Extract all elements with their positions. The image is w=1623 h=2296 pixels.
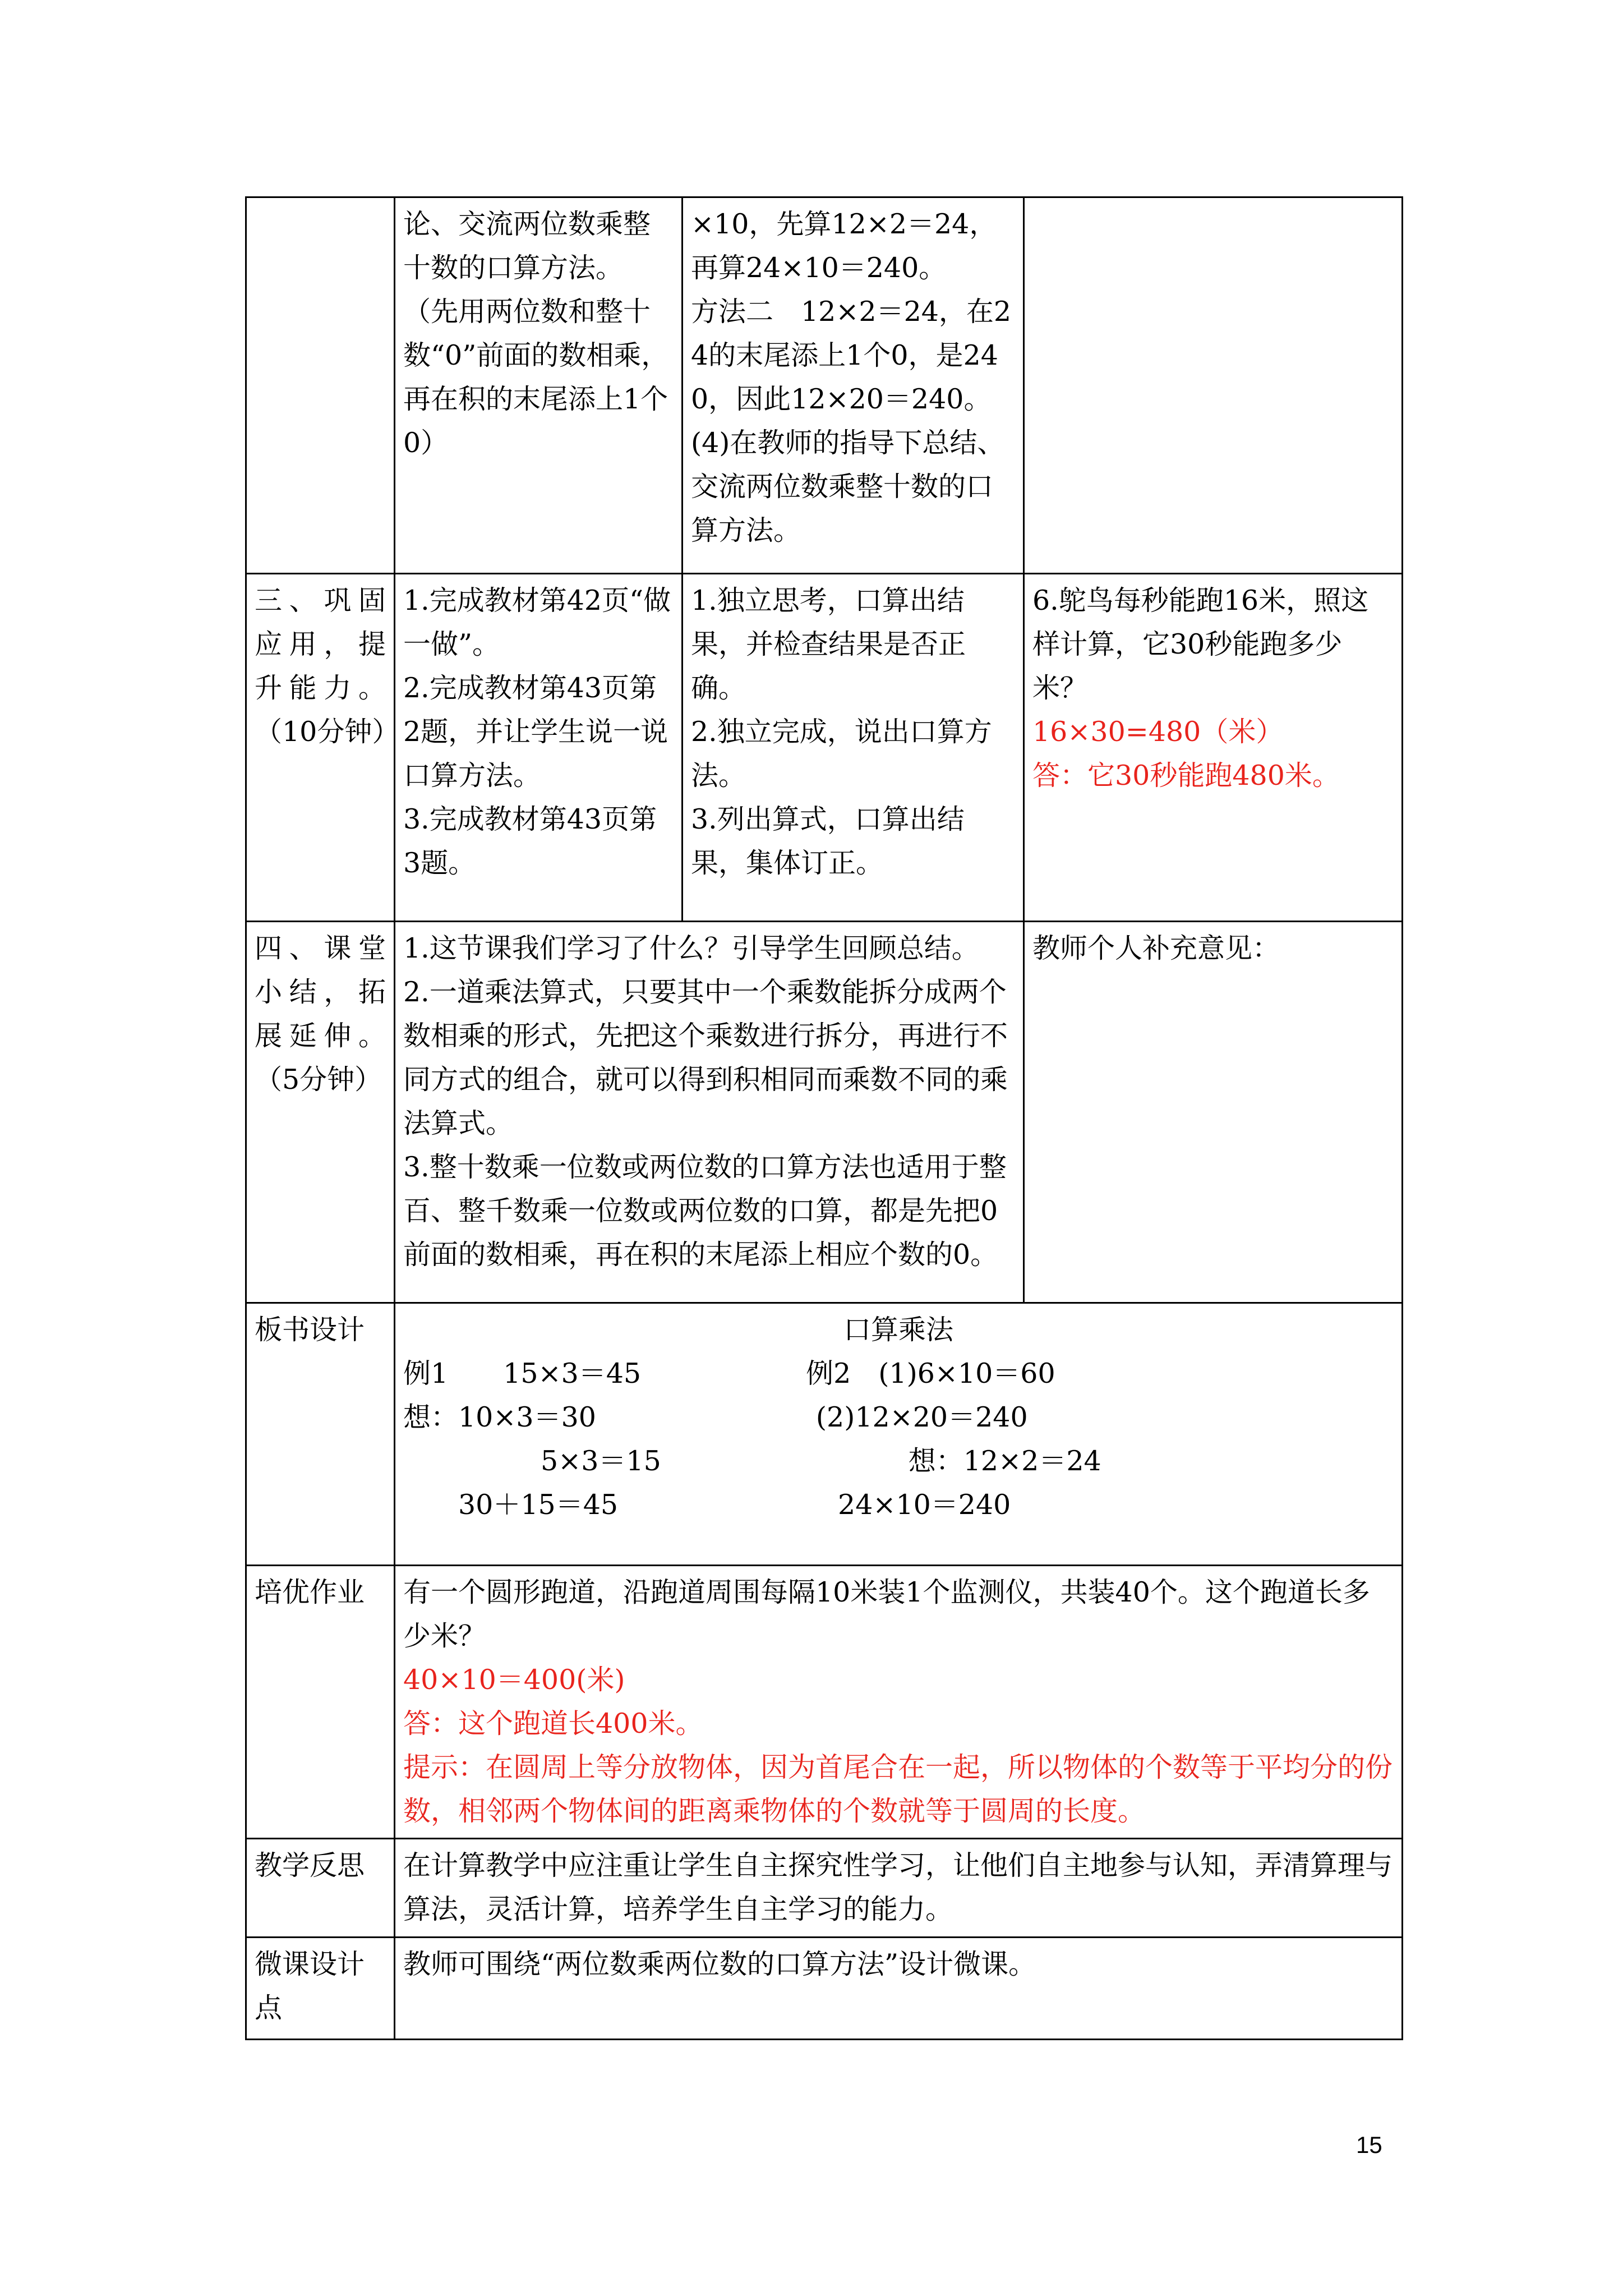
homework-cell — [395, 1566, 1403, 1839]
row-label: 教学反思 — [255, 1849, 365, 1881]
extra-answer: 答：它30秒能跑480米。 — [1032, 760, 1340, 792]
section-label-cell — [246, 197, 395, 574]
teacher-activity-cell — [395, 197, 683, 574]
teacher-activity-cell — [395, 574, 683, 922]
board-line: 5×3＝15 想：12×2＝24 — [403, 1445, 1101, 1477]
extra-answer: 16×30=480（米） — [1032, 716, 1284, 748]
section-title-cell — [246, 922, 395, 1303]
lesson-plan-table — [245, 196, 1403, 2040]
text-line: 1.完成教材第42页“做一做”。 — [403, 585, 671, 660]
note-cell — [1024, 197, 1403, 574]
text-line: 3.列出算式，口算出结果，集体订正。 — [691, 803, 965, 879]
extra-exercise-cell — [1024, 574, 1403, 922]
table-row — [246, 1303, 1403, 1566]
text-line: 3.完成教材第43页第3题。 — [403, 803, 657, 879]
homework-hint: 提示：在圆周上等分放物体，因为首尾合在一起，所以物体的个数等于平均分的份数，相邻两个物体间的距离乘物体的个数就等于圆周的长度。 — [403, 1751, 1393, 1827]
text-line: 论、交流两位数乘整十数的口算方法。 — [403, 208, 651, 284]
teacher-note-label: 教师个人补充意见： — [1032, 932, 1280, 964]
row-label-cell — [246, 1566, 395, 1839]
row-label-cell — [246, 1938, 395, 2040]
section-title-cell — [246, 574, 400, 922]
text-line: 2.独立完成，说出口算方法。 — [691, 716, 992, 792]
student-activity-cell — [683, 574, 1024, 922]
table-row — [246, 1566, 1403, 1839]
text-line: 1.独立思考，口算出结果，并检查结果是否正确。 — [691, 585, 966, 704]
student-activity-cell — [683, 197, 1024, 574]
homework-answer: 40×10＝400(米) — [403, 1664, 625, 1696]
board-heading: 口算乘法 — [843, 1314, 953, 1346]
table-row — [246, 1938, 1403, 2040]
board-design-cell — [395, 1303, 1403, 1566]
table-row — [246, 922, 1403, 1303]
reflection-text: 在计算教学中应注重让学生自主探究性学习，让他们自主地参与认知，弄清算理与算法，灵活计算，培养学生自主学习的能力。 — [403, 1849, 1393, 1925]
text-line: 1.这节课我们学习了什么？引导学生回顾总结。 — [403, 932, 979, 964]
row-label: 培优作业 — [255, 1576, 365, 1608]
homework-answer: 答：这个跑道长400米。 — [403, 1708, 703, 1740]
board-line: 30＋15＝45 24×10＝240 — [403, 1489, 1011, 1521]
text-line: 2.完成教材第43页第2题，并让学生说一说口算方法。 — [403, 672, 668, 792]
micro-lesson-cell — [395, 1938, 1403, 2040]
homework-question: 有一个圆形跑道，沿跑道周围每隔10米装1个监测仪，共装40个。这个跑道长多少米？ — [403, 1576, 1370, 1652]
board-line: 例1 15×3＝45 例2 (1)6×10＝60 — [403, 1358, 1055, 1389]
board-line: 想：10×3＝30 (2)12×20＝240 — [403, 1401, 1028, 1433]
row-label-cell — [246, 1303, 395, 1566]
section-title: 三、巩固应用，提升能力。（10分钟） — [255, 585, 400, 748]
text-line: ×10，先算12×2＝24，再算24×10＝240。 — [691, 208, 997, 284]
micro-lesson-text: 教师可围绕“两位数乘两位数的口算方法”设计微课。 — [403, 1948, 1036, 1980]
extra-question: 6.鸵鸟每秒能跑16米，照这样计算，它30秒能跑多少米？ — [1032, 585, 1369, 704]
row-label: 微课设计点 — [255, 1948, 365, 2024]
table-row — [246, 1839, 1403, 1938]
text-line: 方法二 12×2＝24，在24的末尾添上1个0，是240，因此12×20＝240。 — [691, 296, 1012, 415]
text-line: (4)在教师的指导下总结、交流两位数乘整十数的口算方法。 — [691, 427, 1005, 546]
page-number: 15 — [1356, 2132, 1382, 2158]
table-row — [246, 197, 1403, 574]
row-label: 板书设计 — [255, 1314, 365, 1346]
section-title: 四、课堂小结，拓展延伸。（5分钟） — [255, 932, 386, 1096]
text-line: 2.一道乘法算式，只要其中一个乘数能拆分成两个数相乘的形式，先把这个乘数进行拆分，再进行不同方式的组合，就可以得到积相同而乘数不同的乘法算式。 — [403, 976, 1008, 1139]
summary-cell — [395, 922, 1024, 1303]
reflection-cell — [395, 1839, 1403, 1938]
text-line: 3.整十数乘一位数或两位数的口算方法也适用于整百、整千数乘一位数或两位数的口算，都是先把0前面的数相乘，再在积的末尾添上相应个数的0。 — [403, 1151, 1007, 1271]
row-label-cell — [246, 1839, 395, 1938]
text-line: （先用两位数和整十数“0”前面的数相乘，再在积的末尾添上1个0） — [403, 296, 669, 459]
table-row — [246, 574, 1403, 922]
teacher-note-cell — [1024, 922, 1403, 1303]
